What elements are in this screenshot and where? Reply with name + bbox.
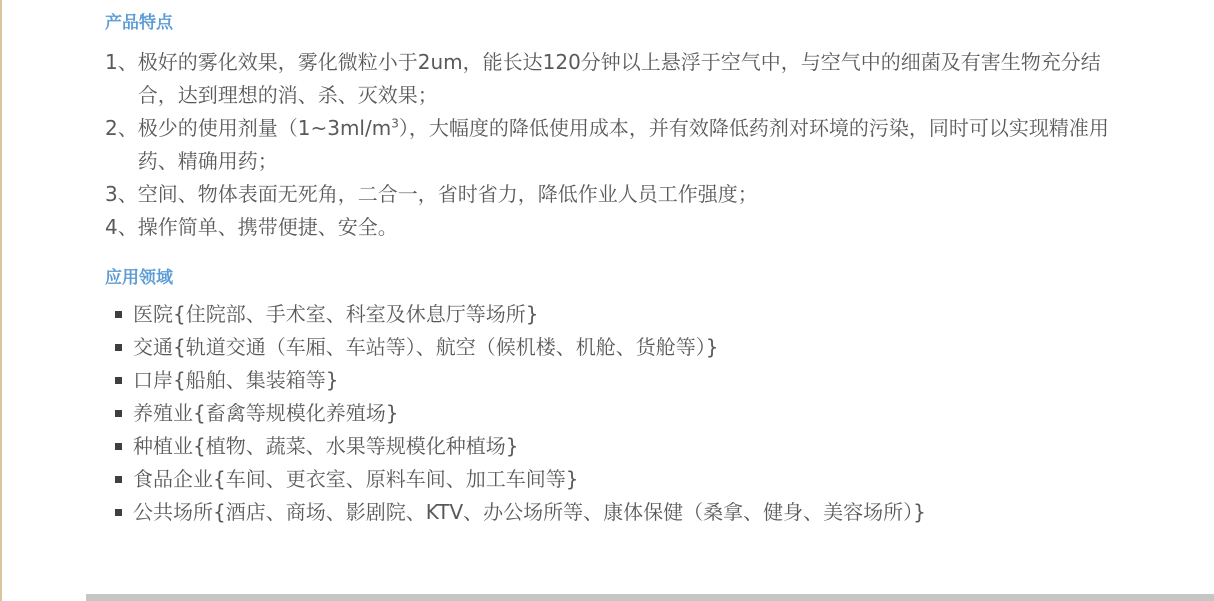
feature-text: 极好的雾化效果，雾化微粒小于2um，能长达120分钟以上悬浮于空气中，与空气中的细菌及有害生物充分结合，达到理想的消、杀、灭效果； (137, 50, 1101, 107)
square-bullet-icon (115, 311, 122, 318)
superscript-3: 3 (391, 116, 399, 131)
list-number: 1、 (105, 50, 138, 74)
square-bullet-icon (115, 476, 122, 483)
square-bullet-icon (115, 509, 122, 516)
application-item-transport (115, 331, 1125, 364)
square-bullet-icon (115, 410, 122, 417)
feature-text-post: ），大幅度的降低使用成本，并有效降低药剂对环境的污染，同时可以实现精准用药、精确用药； (137, 116, 1109, 173)
feature-text: 操作简单、携带便捷、安全。 (137, 215, 398, 239)
square-bullet-icon (115, 377, 122, 384)
application-item-hospital (115, 298, 1125, 331)
feature-item-4 (105, 211, 1125, 244)
application-text: 食品企业{车间、更衣室、原料车间、加工车间等} (133, 467, 579, 491)
feature-text (138, 112, 1125, 178)
application-item-public (115, 496, 1125, 529)
application-item-breeding (115, 397, 1125, 430)
application-item-port (115, 364, 1125, 397)
application-text: 公共场所{酒店、商场、影剧院、KTV、办公场所等、康体保健（桑拿、健身、美容场所）} (133, 500, 926, 524)
left-border-line (0, 0, 2, 601)
feature-text: 空间、物体表面无死角，二合一，省时省力，降低作业人员工作强度； (137, 182, 758, 206)
feature-item-2 (105, 112, 1125, 178)
horizontal-scrollbar-thumb[interactable] (86, 594, 1214, 601)
application-text: 口岸{船舶、集装箱等} (133, 368, 339, 392)
features-list (105, 46, 1125, 244)
application-text: 交通{轨道交通（车厢、车站等）、航空（候机楼、机舱、货舱等）} (133, 335, 719, 359)
application-text: 医院{住院部、手术室、科室及休息厅等场所} (133, 302, 539, 326)
feature-text-pre: 极少的使用剂量（1~3ml/m (137, 116, 392, 140)
features-section-title: 产品特点 (105, 13, 173, 33)
feature-item-3 (105, 178, 1125, 211)
application-item-food (115, 463, 1125, 496)
applications-list (105, 298, 1125, 529)
list-number: 4、 (105, 215, 138, 239)
product-detail-content (105, 13, 1125, 529)
list-number: 3、 (105, 182, 138, 206)
square-bullet-icon (115, 344, 122, 351)
applications-section-title: 应用领域 (105, 268, 173, 288)
application-text: 养殖业{畜禽等规模化养殖场} (133, 401, 399, 425)
application-text: 种植业{植物、蔬菜、水果等规模化种植场} (133, 434, 519, 458)
square-bullet-icon (115, 443, 122, 450)
application-item-planting (115, 430, 1125, 463)
list-number: 2、 (105, 116, 138, 140)
feature-item-1 (105, 46, 1125, 112)
